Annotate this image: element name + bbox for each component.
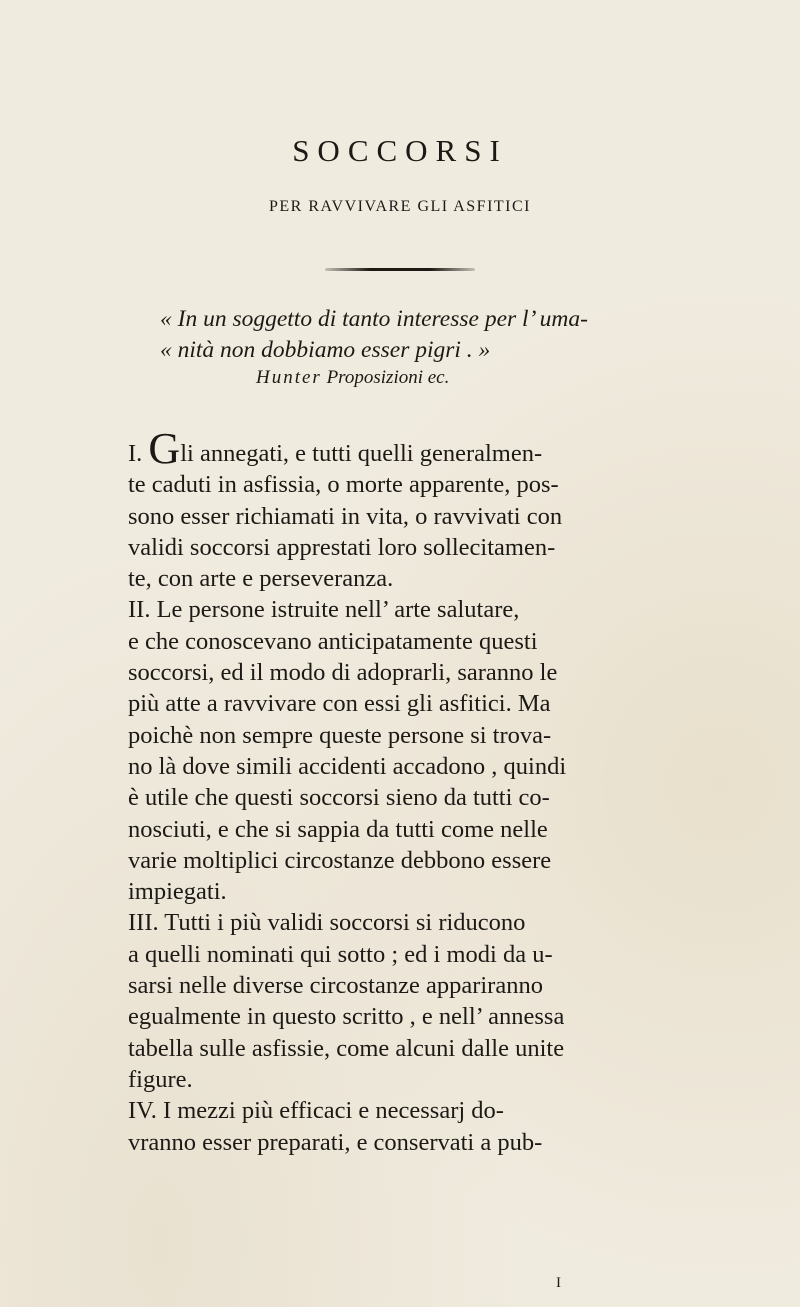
paragraph-line: è utile che questi soccorsi sieno da tutti co-	[128, 784, 550, 812]
paragraph-line: te caduti in asfissia, o morte apparente, pos-	[128, 471, 559, 499]
paragraph-line: I. Gli annegati, e tutti quelli generalmen-	[128, 424, 543, 473]
paragraph-line: nosciuti, e che si sappia da tutti come nelle	[128, 815, 548, 843]
epigraph-line: « nità non dobbiamo esser pigri . »	[160, 337, 491, 363]
body-text	[128, 424, 728, 1158]
epigraph-author: Hunter	[256, 367, 322, 388]
paragraph-line: III. Tutti i più validi soccorsi si riducono	[128, 909, 526, 937]
paragraph-line: più atte a ravvivare con essi gli asfitici. Ma	[128, 690, 551, 718]
signature-mark: I	[556, 1275, 561, 1291]
paragraph-line: varie moltiplici circostanze debbono essere	[128, 846, 552, 874]
paragraph-line: e che conoscevano anticipatamente questi	[128, 627, 538, 655]
paragraph-line: sarsi nelle diverse circostanze appariranno	[128, 972, 543, 1000]
ornamental-rule	[325, 268, 475, 271]
page-subtitle: PER RAVVIVARE GLI ASFITICI	[269, 198, 531, 215]
paragraph-line: validi soccorsi apprestati loro sollecitamen-	[128, 533, 556, 561]
epigraph-source: Proposizioni ec.	[326, 367, 450, 388]
paragraph-line: vranno esser preparati, e conservati a pub-	[128, 1128, 543, 1156]
paragraph-line: impiegati.	[128, 878, 227, 906]
paragraph-line: te, con arte e perseveranza.	[128, 565, 394, 593]
paragraph-line: a quelli nominati qui sotto ; ed i modi da u-	[128, 940, 553, 968]
paragraph-line: soccorsi, ed il modo di adoprarli, saranno le	[128, 659, 558, 687]
drop-cap: G	[148, 424, 181, 473]
epigraph	[160, 304, 720, 366]
page-title: SOCCORSI	[292, 133, 508, 168]
paragraph-line: IV. I mezzi più efficaci e necessarj do-	[128, 1097, 504, 1125]
paragraph-line: egualmente in questo scritto , e nell’ annessa	[128, 1003, 565, 1031]
paragraph-line: tabella sulle asfissie, come alcuni dalle unite	[128, 1034, 565, 1062]
epigraph-line: « In un soggetto di tanto interesse per l’ uma-	[160, 306, 588, 332]
paragraph-numeral: I.	[128, 440, 143, 467]
paragraph-line: poichè non sempre queste persone si trova-	[128, 721, 552, 749]
epigraph-attribution	[256, 367, 449, 389]
paragraph-line: figure.	[128, 1065, 193, 1093]
paragraph-line: no là dove simili accidenti accadono , quindi	[128, 752, 567, 780]
paragraph-line: II. Le persone istruite nell’ arte salutare,	[128, 596, 520, 624]
paragraph-line: sono esser richiamati in vita, o ravvivati con	[128, 502, 563, 530]
